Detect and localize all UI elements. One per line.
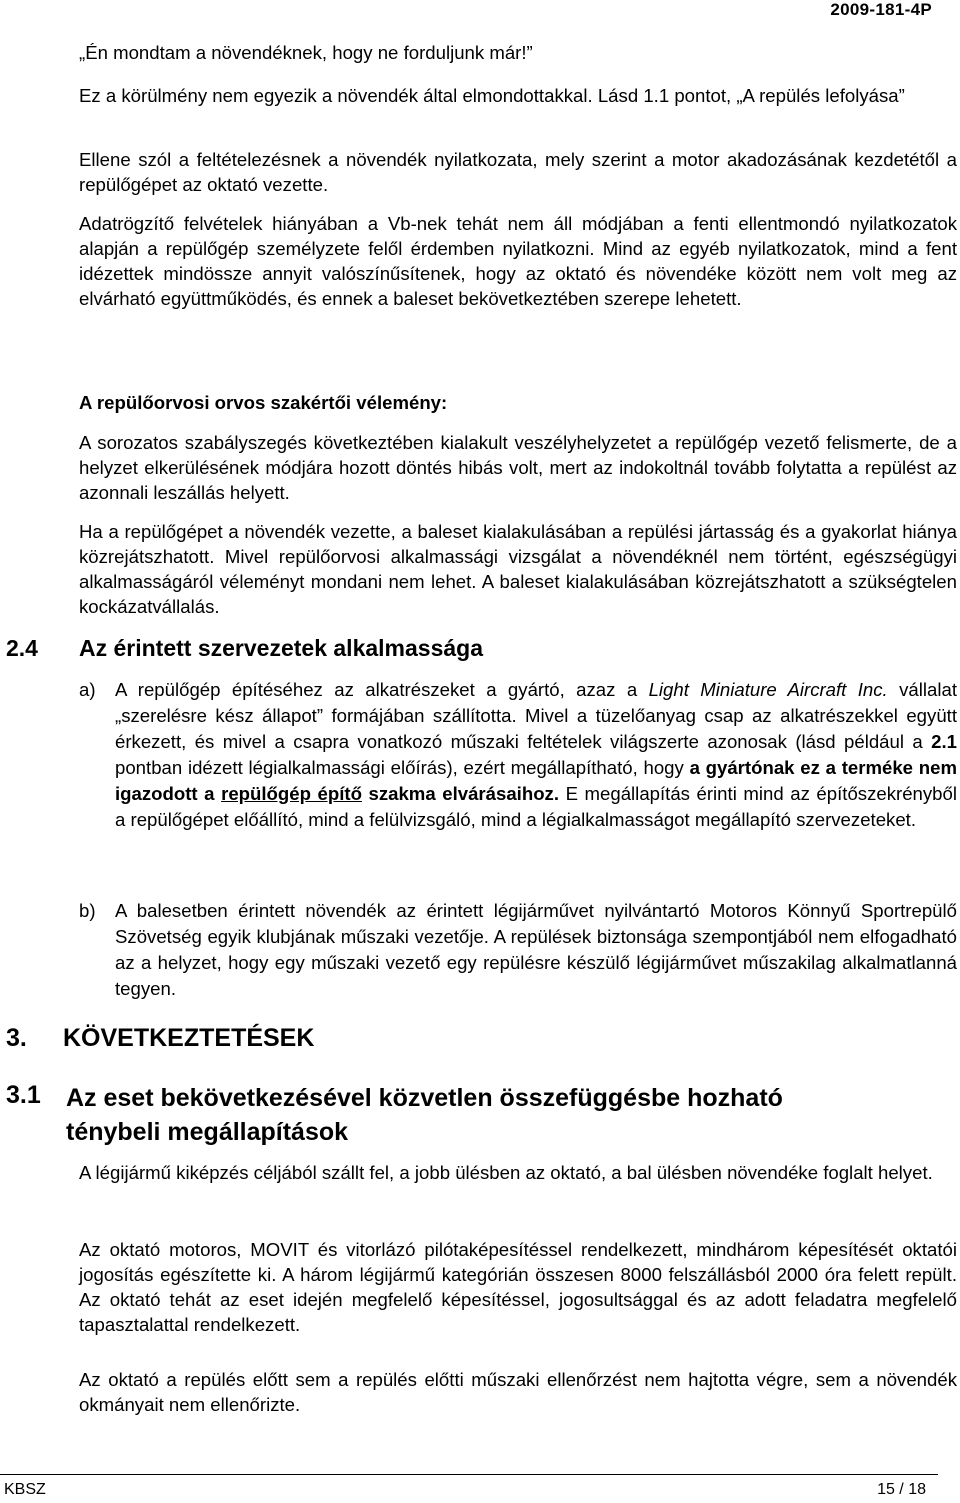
medical-opinion-heading: A repülőorvosi orvos szakértői vélemény: — [79, 392, 448, 413]
intro-paragraph-3: Adatrögzítő felvételek hiányában a Vb-nek tehát nem áll módjában a fenti ellentmondó nyilatkozatok alapján a repülőgép személyzete felől érdemben nyilatkozni. Mind az egyéb nyilatkozatok, mind a fent idézettek mindössze annyit valószínűsítenek, hogy az oktató és növendéke között nem volt meg az elvárható együttműködés, és ennek a baleset bekövetkeztében szerepe lehetett. — [79, 213, 957, 309]
list-item-text: A repülőgép építéséhez az alkatrészeket a gyártó, azaz a Light Miniature Aircraft Inc. vállalat „szerelésre kész állapot” formájában szállította. Mivel a tüzelőanyag csap az alkatrészekkel együtt érkezett, és mivel a csapra vonatkozó műszaki feltételek világszerte azonosak (lásd például a 2.1 pontban idézett légialkalmassági előírás), ezért megállapítható, hogy a gyártónak ez a terméke nem igazodott a repülőgép építő szakma elvárásaihoz. E megállapítás érinti mind az építőszekrényből a repülőgépet előállító, mind a felülvizsgáló, mind a légialkalmasságot megállapító szervezeteket. — [115, 679, 958, 830]
intro-paragraph-2: Ellene szól a feltételezésnek a növendék nyilatkozata, mely szerint a motor akadozásának kezdetétől a repülőgépet az oktató vezette. — [79, 149, 957, 195]
findings-paragraph-3: Az oktató a repülés előtt sem a repülés előtti műszaki ellenőrzést nem hajtotta végre, sem a növendék okmányait nem ellenőrizte. — [79, 1369, 957, 1415]
subsection-title: Az eset bekövetkezésével közvetlen összefüggésbe hozható ténybeli megállapítások — [66, 1084, 783, 1146]
findings-paragraph-1: A légijármű kiképzés céljából szállt fel, a jobb ülésben az oktató, a bal ülésben növendéke foglalt helyet. — [79, 1162, 933, 1183]
page-number: 15 / 18 — [877, 1481, 926, 1498]
section-number: 2.4 — [6, 635, 38, 661]
list-item-label: b) — [79, 900, 96, 921]
footer-organization: KBSZ — [4, 1481, 46, 1498]
chapter-title: KÖVETKEZTETÉSEK — [63, 1024, 315, 1052]
findings-paragraph-2: Az oktató motoros, MOVIT és vitorlázó pilótaképesítéssel rendelkezett, mindhárom képesítését oktatói jogosítás egészítette ki. A három légijármű kategórián összesen 8000 felszállásból 2000 óra felett repült. Az oktató tehát az eset idején megfelelő képesítéssel, jogosultsággal és az adott feladatra megfelelő tapasztalattal rendelkezett. — [79, 1239, 957, 1335]
footer-divider — [0, 1474, 938, 1475]
chapter-number: 3. — [6, 1024, 27, 1052]
quote-line: „Én mondtam a növendéknek, hogy ne forduljunk már!” — [79, 42, 533, 63]
medical-paragraph-2: Ha a repülőgépet a növendék vezette, a baleset kialakulásában a repülési jártasság és a gyakorlat hiánya közrejátszhatott. Mivel repülőorvosi alkalmassági vizsgálat a növendéknél nem történt, egészségügyi alkalmasságáról véleményt mondani nem lehet. A baleset kialakulásában közrejátszhatott a szükségtelen kockázatvállalás. — [79, 521, 957, 617]
list-item-text: A balesetben érintett növendék az érintett légijárművet nyilvántartó Motoros Könnyű Sportrepülő Szövetség egyik klubjának műszaki vezetője. A repülések biztonsága szempontjából nem elfogadható az a helyzet, hogy egy műszaki vezető egy repülésre készülő légijárművet műszakilag alkalmatlanná tegyen. — [115, 900, 957, 999]
list-item-label: a) — [79, 679, 96, 700]
medical-paragraph-1: A sorozatos szabályszegés következtében kialakult veszélyhelyzetet a repülőgép vezető felismerte, de a helyzet elkerülésének módjára hozott döntés hibás volt, mert az indokoltnál tovább folytatta a repülést az azonnali leszállás helyett. — [79, 432, 957, 503]
subsection-number: 3.1 — [6, 1081, 41, 1109]
document-id: 2009-181-4P — [830, 0, 932, 19]
intro-paragraph-1: Ez a körülmény nem egyezik a növendék által elmondottakkal. Lásd 1.1 pontot, „A repülés lefolyása” — [79, 85, 905, 106]
section-title: Az érintett szervezetek alkalmassága — [79, 635, 483, 661]
